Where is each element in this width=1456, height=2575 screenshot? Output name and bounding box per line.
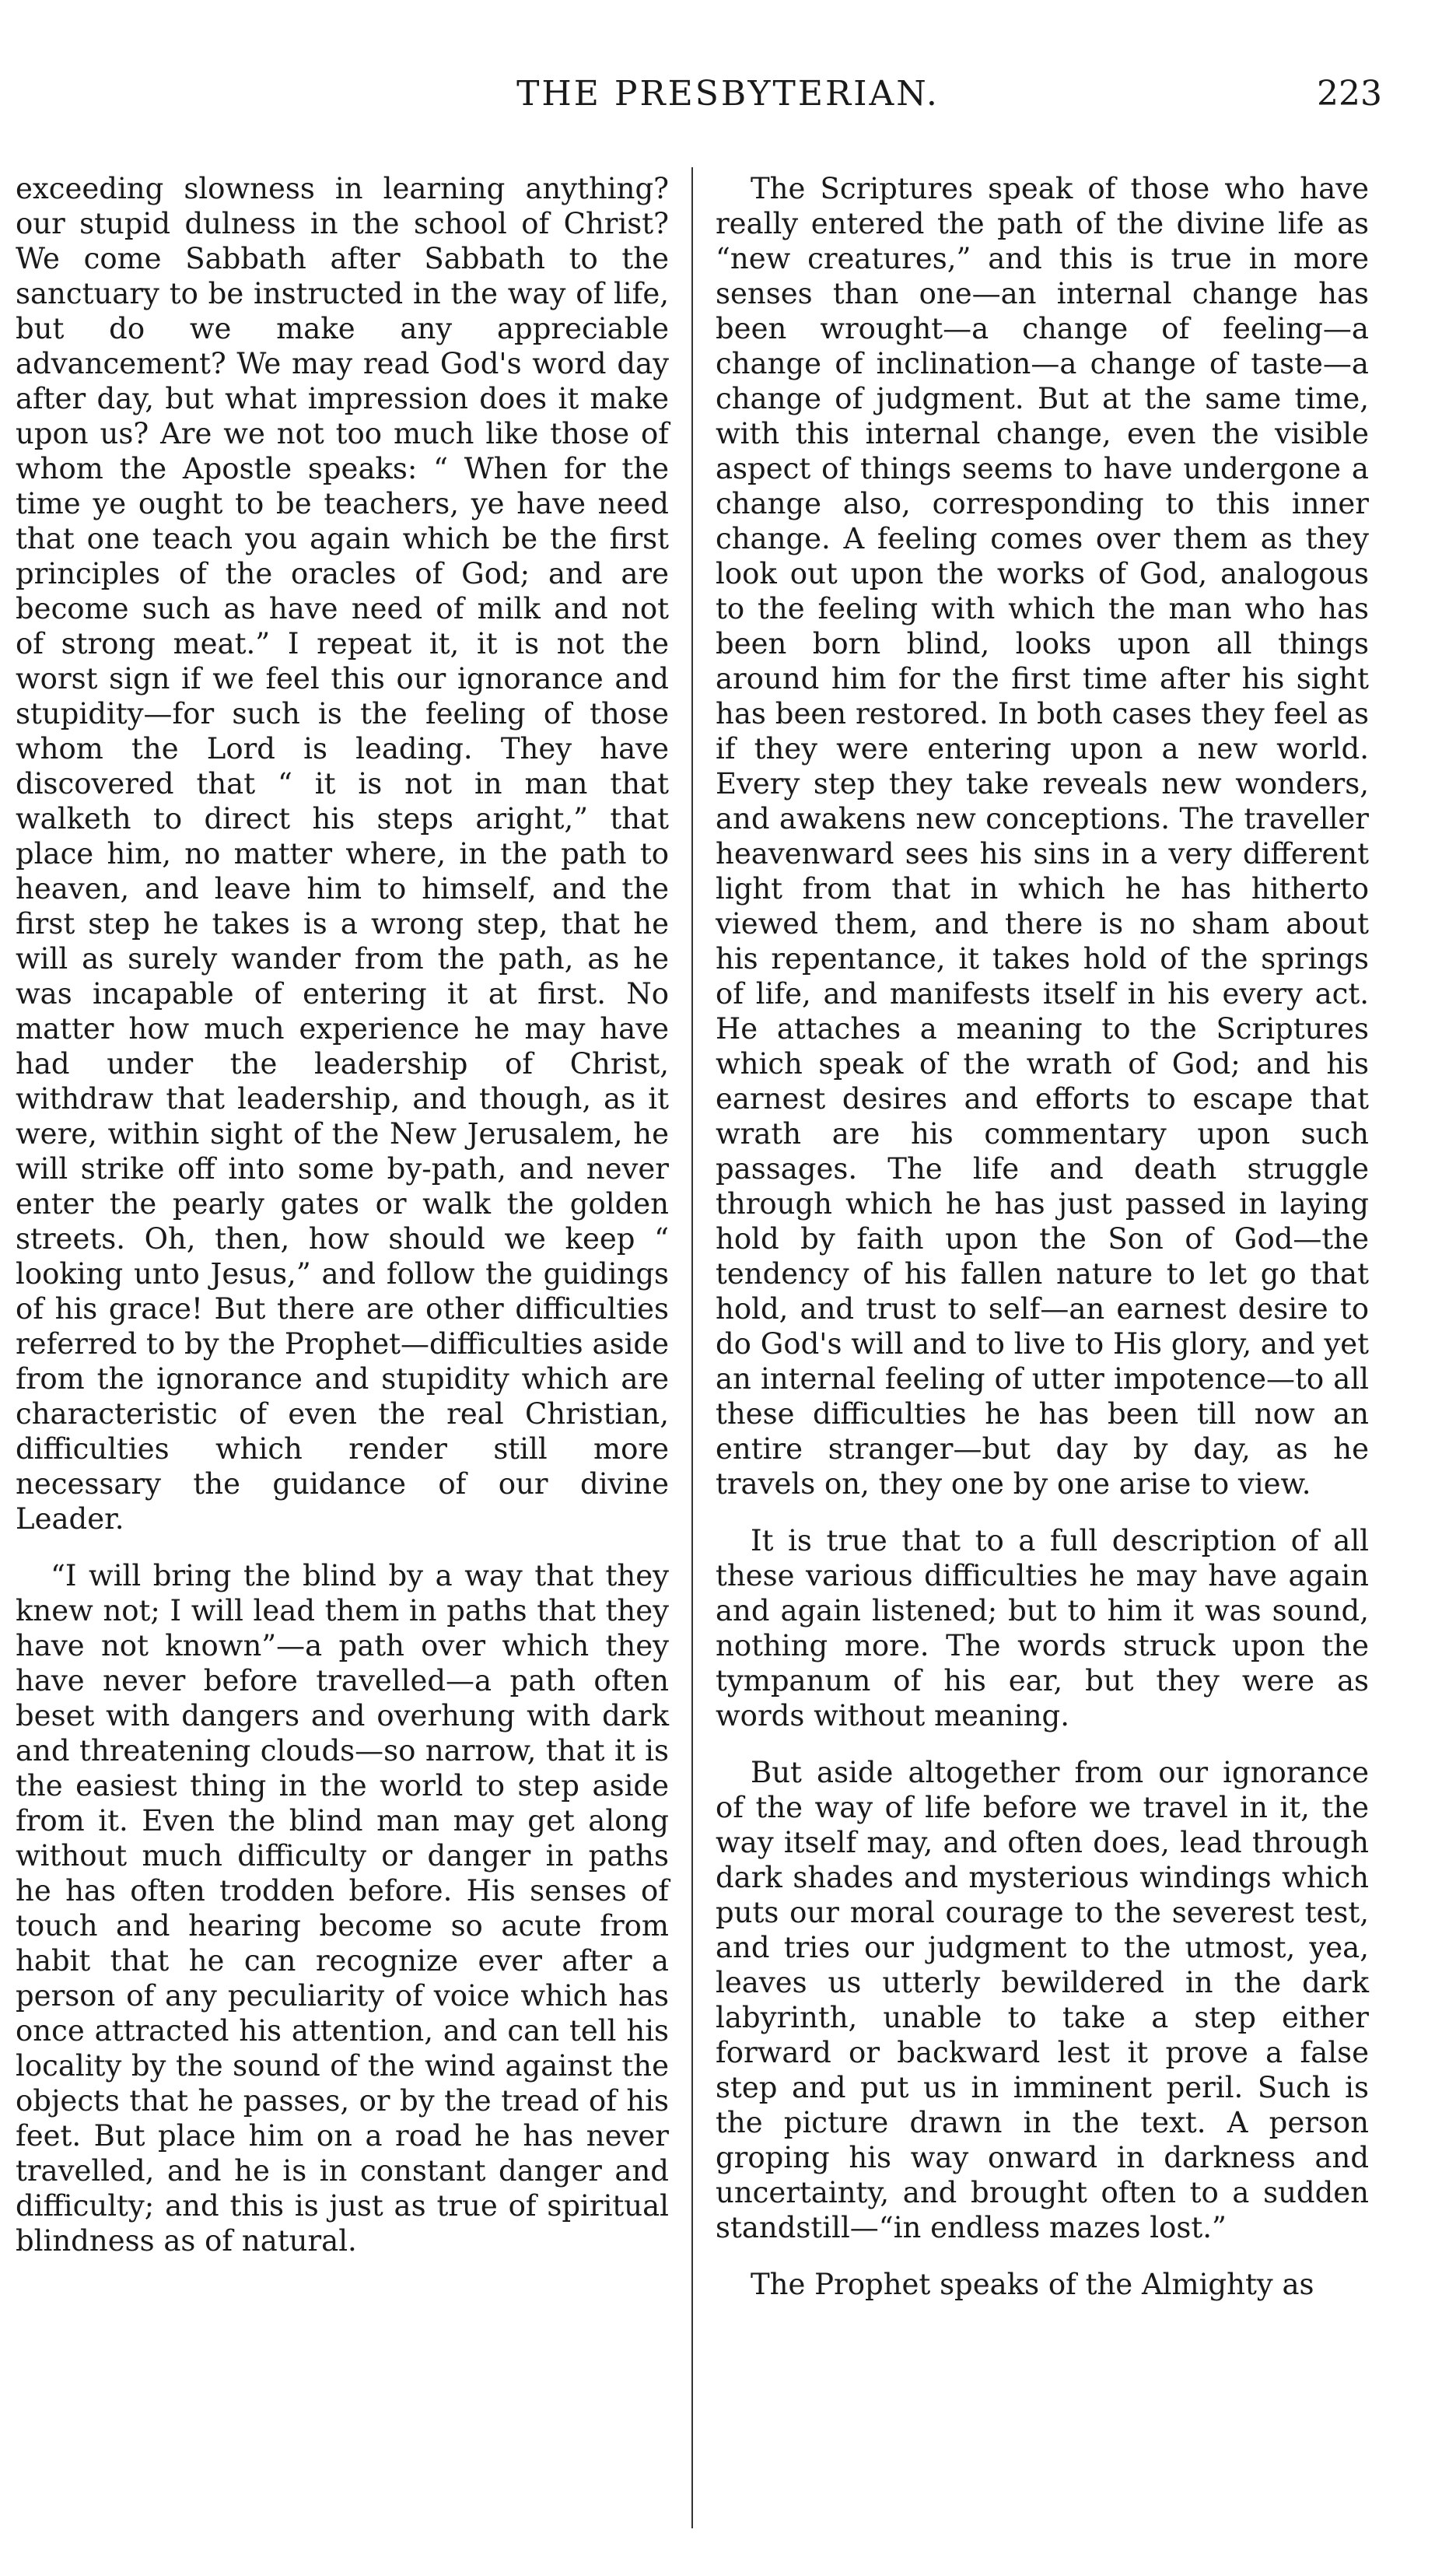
page-header (0, 74, 1456, 136)
right-paragraph-4: The Prophet speaks of the Almighty as (751, 2268, 1314, 2301)
right-paragraph-2: It is true that to a full description of all these various difficulties he may have again and again listened; but to him it was sound, nothing more. The words struck upon the tympanum of his ear, but they were as words without meaning. (716, 1524, 1369, 1732)
right-paragraph-3: But aside altogether from our ignorance of the way of life before we travel in it, the way itself may, and often does, lead through dark shades and mysterious windings which puts our moral courage to the severest test, and tries our judgment to the utmost, yea, leaves us utterly bewildered in the dark labyrinth, unable to take a step either forward or backward lest it prove a false step and put us in imminent peril. Such is the picture drawn in the text. A person groping his way onward in darkness and uncertainty, and brought often to a sudden standstill—“in endless mazes lost.” (716, 1756, 1369, 2244)
left-column (16, 171, 669, 2280)
left-paragraph-2: “I will bring the blind by a way that they knew not; I will lead them in paths that they have not known”—a path over which they have never before travelled—a path often beset with dangers and overhung with dark and threatening clouds—so narrow, that it is the easiest thing in the world to step aside from it. Even the blind man may get along without much difficulty or danger in paths he has often trodden before. His senses of touch and hearing become so acute from habit that he can recognize ever after a person of any peculiarity of voice which has once attracted his attention, and can tell his locality by the sound of the wind against the objects that he passes, or by the tread of his feet. But place him on a road he has never travelled, and he is in constant danger and difficulty; and this is just as true of spiritual blindness as of natural. (16, 1559, 669, 2258)
left-paragraph-1: exceeding slowness in learning anything? our stupid dulness in the school of Christ? We come Sabbath after Sabbath to the sanctuary to be instructed in the way of life, but do we make any appreciable advancement? We may read God's word day after day, but what impression does it make upon us? Are we not too much like those of whom the Apostle speaks: “ When for the time ye ought to be teachers, ye have need that one teach you again which be the first principles of the oracles of God; and are become such as have need of milk and not of strong meat.” I repeat it, it is not the worst sign if we feel this our ignorance and stupidity—for such is the feeling of those whom the Lord is leading. They have discovered that “ it is not in man that walketh to direct his steps aright,” that place him, no matter where, in the path to heaven, and leave him to himself, and the first step he takes is a wrong step, that he will as surely wander from the path, as he was incapable of entering it at first. No matter how much experience he may have had under the leadership of Christ, withdraw that leadership, and though, as it were, within sight of the New Jerusalem, he will strike off into some by-path, and never enter the pearly gates or walk the golden streets. Oh, then, how should we keep “ looking unto Jesus,” and follow the guidings of his grace! But there are other difficulties referred to by the Prophet—difficulties aside from the ignorance and stupidity which are characteristic of even the real Christian, difficulties which render still more necessary the guidance of our divine Leader. (16, 172, 669, 1536)
column-divider (691, 167, 693, 2528)
page-number: 223 (1317, 74, 1382, 114)
right-paragraph-1: The Scriptures speak of those who have really entered the path of the divine life as “new creatures,” and this is true in more senses than one—an internal change has been wrought—a change of feeling—a change of inclination—a change of taste—a change of judgment. But at the same time, with this internal change, even the visible aspect of things seems to have undergone a change also, corresponding to this inner change. A feeling comes over them as they look out upon the works of God, analogous to the feeling with which the man who has been born blind, looks upon all things around him for the first time after his sight has been restored. In both cases they feel as if they were entering upon a new world. Every step they take reveals new wonders, and awakens new conceptions. The traveller heavenward sees his sins in a very different light from that in which he has hitherto viewed them, and there is no sham about his repentance, it takes hold of the springs of life, and manifests itself in his every act. He attaches a meaning to the Scriptures which speak of the wrath of God; and his earnest desires and efforts to escape that wrath are his commentary upon such passages. The life and death struggle through which he has just passed in laying hold by faith upon the Son of God—the tendency of his fallen nature to let go that hold, and trust to self—an earnest desire to do God's will and to live to His glory, and yet an internal feeling of utter impotence—to all these difficulties he has been till now an entire stranger—but day by day, as he travels on, they one by one arise to view. (716, 172, 1369, 1501)
right-column (716, 171, 1369, 2303)
running-title: THE PRESBYTERIAN. (516, 74, 940, 114)
